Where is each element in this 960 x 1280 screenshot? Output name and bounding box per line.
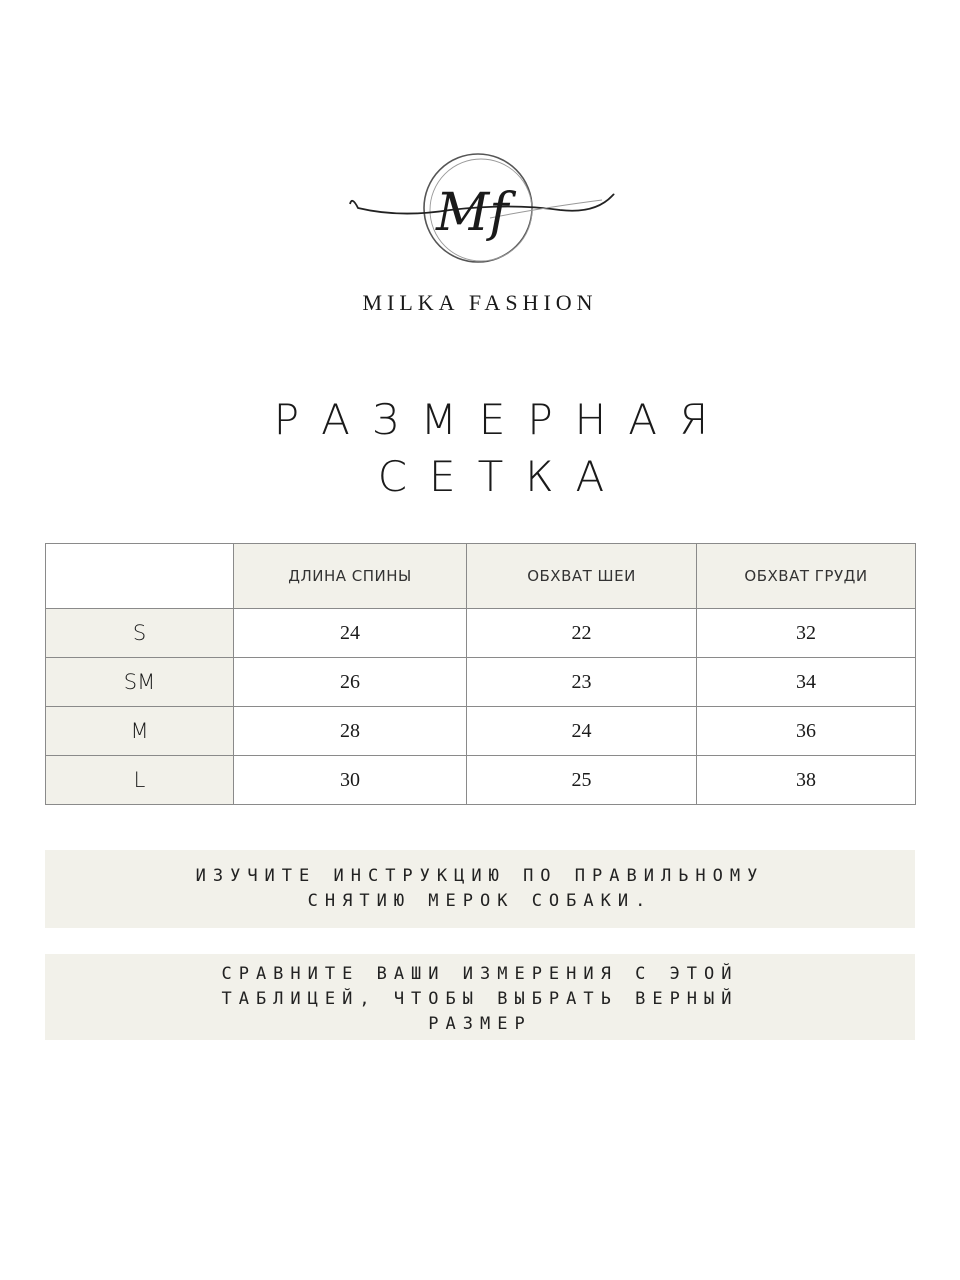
- table-cell: 24: [234, 609, 467, 658]
- table-row: [46, 609, 916, 658]
- table-header-row: [46, 544, 916, 609]
- size-chart-table: [45, 543, 916, 805]
- table-cell: 38: [697, 756, 916, 805]
- table-cell: 22: [467, 609, 697, 658]
- table-header-chest-girth: ОБХВАТ ГРУДИ: [697, 544, 916, 609]
- table-cell: 30: [234, 756, 467, 805]
- table-row: [46, 707, 916, 756]
- note-line: ИЗУЧИТЕ ИНСТРУКЦИЮ ПО ПРАВИЛЬНОМУ: [195, 866, 765, 886]
- note-line: СРАВНИТЕ ВАШИ ИЗМЕРЕНИЯ С ЭТОЙ: [221, 964, 739, 984]
- size-label: L: [46, 756, 234, 805]
- mf-monogram-logo: [340, 148, 630, 273]
- size-label: M: [46, 707, 234, 756]
- table-cell: 26: [234, 658, 467, 707]
- table-cell: 36: [697, 707, 916, 756]
- logo-monogram: Mf: [436, 183, 509, 243]
- table-cell: 32: [697, 609, 916, 658]
- table-cell: 25: [467, 756, 697, 805]
- page-title-line-1: РАЗМЕРНАЯ: [273, 395, 731, 444]
- note-line: СНЯТИЮ МЕРОК СОБАКИ.: [307, 891, 653, 911]
- table-cell: 23: [467, 658, 697, 707]
- page-title-line-2: СЕТКА: [377, 452, 627, 501]
- table-row: [46, 658, 916, 707]
- size-label: S: [46, 609, 234, 658]
- note-line: ТАБЛИЦЕЙ, ЧТОБЫ ВЫБРАТЬ ВЕРНЫЙ: [221, 989, 739, 1009]
- note-line: РАЗМЕР: [428, 1014, 532, 1034]
- table-cell: 28: [234, 707, 467, 756]
- table-cell: 34: [697, 658, 916, 707]
- table-cell: 24: [467, 707, 697, 756]
- table-row: [46, 756, 916, 805]
- size-label: SM: [46, 658, 234, 707]
- table-header-neck-girth: ОБХВАТ ШЕИ: [467, 544, 697, 609]
- measuring-instruction-note: [45, 850, 915, 928]
- brand-name: MILKA FASHION: [362, 290, 598, 315]
- table-header-empty: [46, 544, 234, 609]
- compare-sizes-note: [45, 954, 915, 1040]
- table-header-back-length: ДЛИНА СПИНЫ: [234, 544, 467, 609]
